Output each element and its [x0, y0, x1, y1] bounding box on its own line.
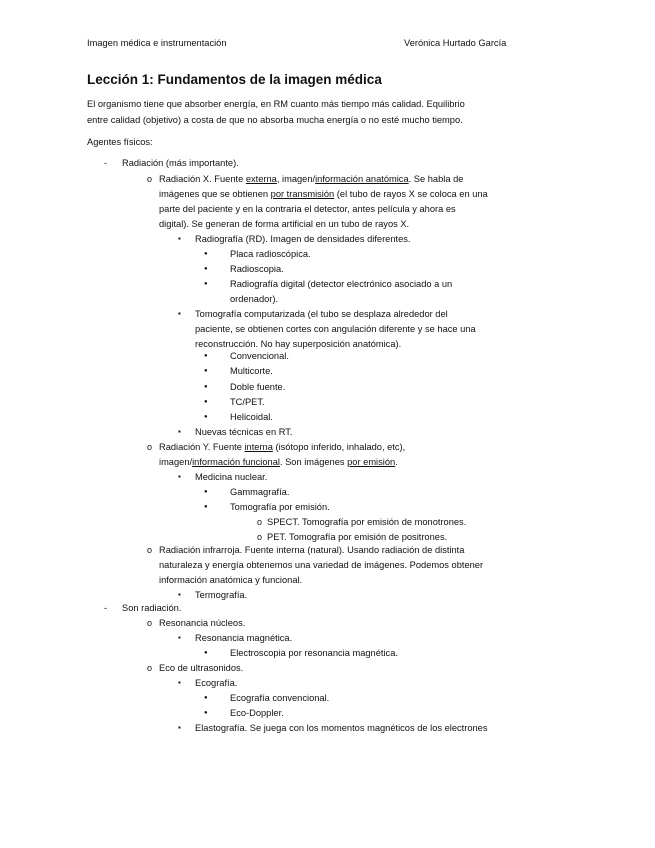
- text-segment: (isótopo inferido, inhalado, etc),: [272, 442, 406, 452]
- underlined-term: por emisión: [347, 457, 396, 467]
- text-segment: .: [395, 457, 398, 467]
- text-segment: Ecografía convencional.: [230, 693, 330, 703]
- list-item: [195, 234, 411, 244]
- text-segment: . Se habla de: [408, 174, 464, 184]
- underlined-term: por transmisión: [270, 189, 335, 199]
- list-item: [230, 487, 289, 497]
- list-item: [230, 351, 289, 361]
- list-item: [159, 204, 456, 214]
- list-bullet-icon: ▪: [178, 590, 181, 599]
- text-segment: . Son imágenes: [279, 457, 348, 467]
- list-bullet-icon: ●: [204, 489, 208, 495]
- text-segment: Helicoidal.: [230, 412, 273, 422]
- list-item: [230, 382, 285, 392]
- list-bullet-icon: ▪: [178, 633, 181, 642]
- list-bullet-icon: o: [147, 545, 153, 555]
- list-bullet-icon: o: [257, 532, 263, 542]
- list-bullet-icon: ▪: [178, 234, 181, 243]
- list-item: [122, 603, 181, 613]
- text-segment: Doble fuente.: [230, 382, 286, 392]
- list-item: [230, 279, 452, 289]
- list-bullet-icon: ●: [204, 414, 208, 420]
- list-item: [159, 545, 464, 555]
- list-bullet-icon: ●: [204, 695, 208, 701]
- list-item: [267, 517, 466, 527]
- list-item: [159, 575, 302, 585]
- list-item: [159, 189, 488, 199]
- text-segment: información anatómica y funcional.: [159, 575, 303, 585]
- text-segment: Ecografía.: [195, 678, 238, 688]
- list-item: [267, 532, 447, 542]
- list-item: [159, 663, 243, 673]
- text-segment: Son radiación.: [122, 603, 182, 613]
- intro-line-2: entre calidad (objetivo) a costa de que no absorba mucha energía o no esté mucho tiempo.: [87, 115, 463, 125]
- text-segment: Radiación (más importante).: [122, 158, 239, 168]
- text-segment: Radioscopia.: [230, 264, 284, 274]
- list-bullet-icon: ●: [204, 368, 208, 374]
- list-bullet-icon: ●: [204, 353, 208, 359]
- list-item: [195, 472, 267, 482]
- header-course: Imagen médica e instrumentación: [87, 38, 227, 48]
- list-item: [195, 427, 293, 437]
- list-item: [159, 219, 409, 229]
- list-bullet-icon: ●: [204, 384, 208, 390]
- list-bullet-icon: ●: [204, 710, 208, 716]
- list-bullet-icon: o: [257, 517, 263, 527]
- list-item: [230, 249, 311, 259]
- list-bullet-icon: ●: [204, 504, 208, 510]
- text-segment: Convencional.: [230, 351, 289, 361]
- list-bullet-icon: ▪: [178, 723, 181, 732]
- text-segment: (el tubo de rayos X se coloca en una: [334, 189, 488, 199]
- text-segment: SPECT. Tomografía por emisión de monotrones.: [267, 517, 467, 527]
- list-bullet-icon: ●: [204, 251, 208, 257]
- text-segment: Eco-Doppler.: [230, 708, 284, 718]
- list-bullet-icon: -: [104, 158, 107, 168]
- text-segment: imágenes que se obtienen: [159, 189, 271, 199]
- underlined-term: interna: [244, 442, 273, 452]
- text-segment: Radiación X. Fuente: [159, 174, 246, 184]
- list-item: [122, 158, 239, 168]
- list-bullet-icon: ▪: [178, 472, 181, 481]
- list-item: [230, 648, 398, 658]
- text-segment: Tomografía computarizada (el tubo se desplaza alrededor del: [195, 309, 448, 319]
- list-item: [195, 309, 448, 319]
- list-item: [159, 560, 483, 570]
- list-bullet-icon: ▪: [178, 309, 181, 318]
- list-bullet-icon: o: [147, 663, 153, 673]
- page-title: Lección 1: Fundamentos de la imagen médica: [87, 72, 382, 87]
- text-segment: naturaleza y energía obtenemos una variedad de imágenes. Podemos obtener: [159, 560, 484, 570]
- text-segment: Electroscopia por resonancia magnética.: [230, 648, 398, 658]
- text-segment: , imagen/: [276, 174, 316, 184]
- list-bullet-icon: -: [104, 603, 107, 613]
- list-item: [230, 294, 278, 304]
- list-item: [230, 693, 329, 703]
- list-bullet-icon: ●: [204, 650, 208, 656]
- underlined-term: información funcional: [192, 457, 280, 467]
- text-segment: digital). Se generan de forma artificial en un tubo de rayos X.: [159, 219, 410, 229]
- list-item: [159, 457, 398, 467]
- list-bullet-icon: o: [147, 618, 153, 628]
- list-item: [159, 174, 463, 184]
- text-segment: paciente, se obtienen cortes con angulación diferente y se hace una: [195, 324, 476, 334]
- text-segment: Radiación infrarroja. Fuente interna (natural). Usando radiación de distinta: [159, 545, 465, 555]
- list-item: [195, 633, 292, 643]
- text-segment: Resonancia núcleos.: [159, 618, 246, 628]
- text-segment: Multicorte.: [230, 366, 273, 376]
- list-bullet-icon: ●: [204, 399, 208, 405]
- list-bullet-icon: ●: [204, 281, 208, 287]
- text-segment: Radiografía digital (detector electrónico asociado a un: [230, 279, 453, 289]
- list-item: [195, 590, 247, 600]
- list-item: [230, 412, 273, 422]
- list-item: [195, 324, 476, 334]
- text-segment: Termografía.: [195, 590, 248, 600]
- list-bullet-icon: o: [147, 174, 153, 184]
- list-item: [195, 678, 237, 688]
- list-item: [230, 264, 284, 274]
- list-item: [159, 442, 405, 452]
- list-item: [230, 366, 273, 376]
- text-segment: Tomografía por emisión.: [230, 502, 330, 512]
- underlined-term: externa: [245, 174, 277, 184]
- text-segment: ordenador).: [230, 294, 279, 304]
- list-item: [230, 502, 330, 512]
- list-item: [159, 618, 245, 628]
- list-bullet-icon: o: [147, 442, 153, 452]
- list-item: [195, 723, 488, 733]
- text-segment: Radiación Y. Fuente: [159, 442, 245, 452]
- intro-line-1: El organismo tiene que absorber energía, en RM cuanto más tiempo más calidad. Equilibrio: [87, 99, 465, 109]
- text-segment: reconstrucción. No hay superposición anatómica).: [195, 339, 402, 349]
- agentes-label: Agentes físicos:: [87, 137, 153, 147]
- list-bullet-icon: ▪: [178, 427, 181, 436]
- text-segment: Radiografía (RD). Imagen de densidades diferentes.: [195, 234, 411, 244]
- underlined-term: información anatómica: [315, 174, 409, 184]
- list-item: [195, 339, 401, 349]
- text-segment: Medicina nuclear.: [195, 472, 268, 482]
- header-author: Verónica Hurtado García: [404, 38, 507, 48]
- text-segment: PET. Tomografía por emisión de positrones.: [267, 532, 448, 542]
- list-bullet-icon: ▪: [178, 678, 181, 687]
- list-item: [230, 397, 265, 407]
- text-segment: Resonancia magnética.: [195, 633, 293, 643]
- list-bullet-icon: ●: [204, 266, 208, 272]
- text-segment: Gammagrafía.: [230, 487, 290, 497]
- text-segment: Nuevas técnicas en RT.: [195, 427, 293, 437]
- text-segment: Placa radioscópica.: [230, 249, 311, 259]
- text-segment: TC/PET.: [230, 397, 265, 407]
- text-segment: Elastografía. Se juega con los momentos magnéticos de los electrones: [195, 723, 488, 733]
- text-segment: Eco de ultrasonidos.: [159, 663, 244, 673]
- text-segment: parte del paciente y en la contraria el detector, antes película y ahora es: [159, 204, 456, 214]
- text-segment: imagen/: [159, 457, 193, 467]
- list-item: [230, 708, 284, 718]
